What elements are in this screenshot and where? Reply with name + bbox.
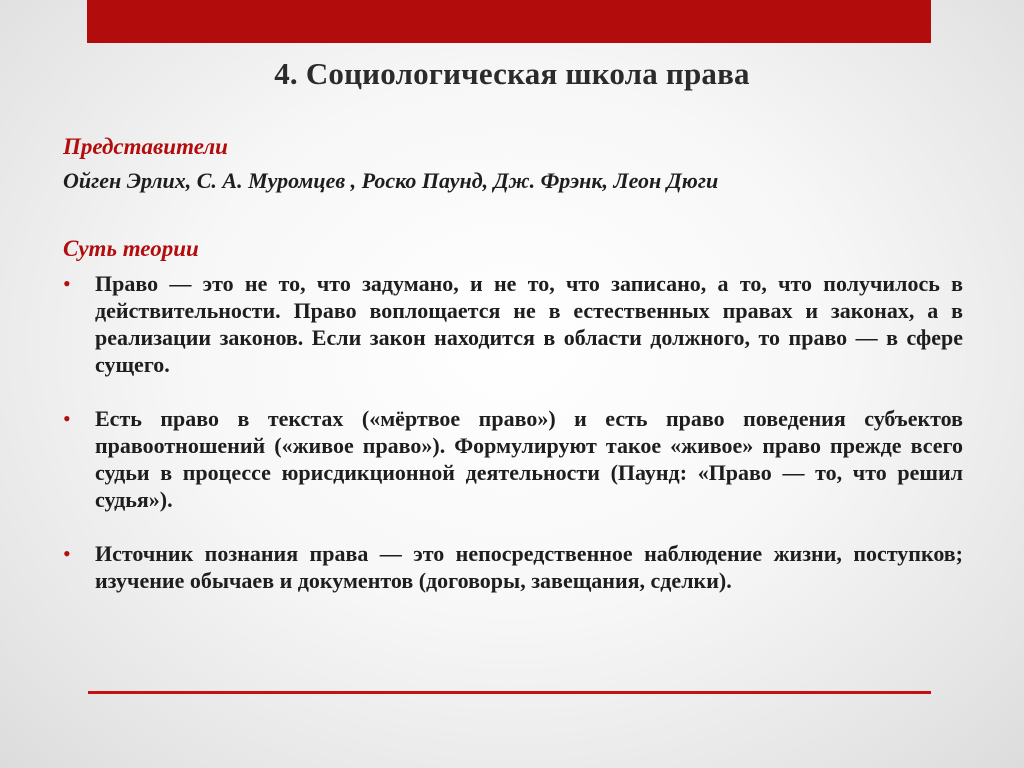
list-item <box>63 270 963 378</box>
representatives-heading: Представители <box>63 134 228 159</box>
slide-title: 4. Социологическая школа права <box>274 56 750 91</box>
top-accent-bar <box>87 0 931 43</box>
bullet-text: Есть право в текстах («мёртвое право») и есть право поведения субъектов правоотношений («живое право»). Формулируют такое «живое» право прежде всего судьи в процессе юрисдикционной деятельности (Паунд: «Право — то, что решил судья»). <box>95 406 963 512</box>
theory-heading: Суть теории <box>63 236 199 261</box>
bullet-text: Источник познания права — это непосредственное наблюдение жизни, поступков; изучение обычаев и документов (договоры, завещания, сделки). <box>95 541 963 593</box>
bullet-text: Право — это не то, что задумано, и не то, что записано, а то, что получилось в действительности. Право воплощается не в естественных правах и законах, а в реализации законов. Если закон находится в области должного, то право — в сфере сущего. <box>95 271 963 377</box>
theory-bullet-list <box>63 270 963 621</box>
list-item <box>63 405 963 513</box>
bottom-divider <box>88 691 931 694</box>
representatives-names: Ойген Эрлих, С. А. Муромцев , Роско Паунд, Дж. Фрэнк, Леон Дюги <box>63 168 719 193</box>
bullet-icon: • <box>63 271 71 296</box>
list-item <box>63 540 963 594</box>
bullet-icon: • <box>63 541 71 566</box>
bullet-icon: • <box>63 406 71 431</box>
